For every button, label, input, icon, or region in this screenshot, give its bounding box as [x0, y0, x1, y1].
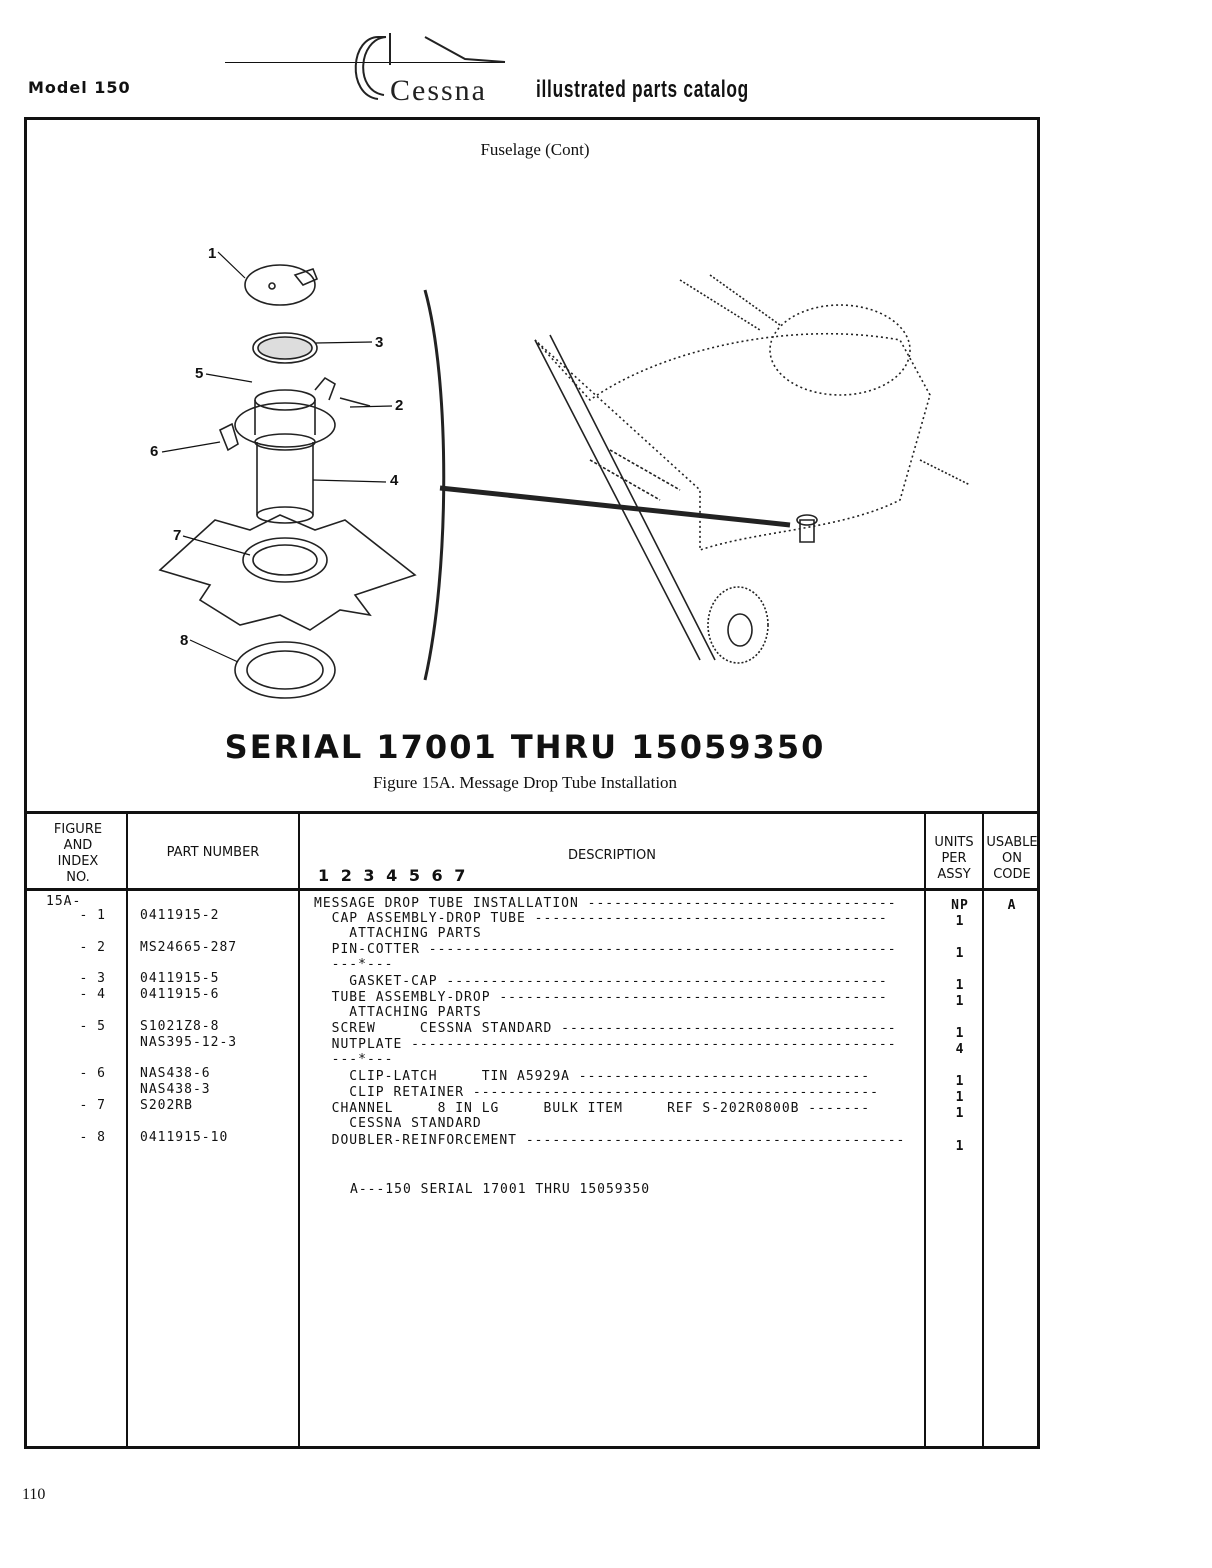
row-description: NUTPLATE ------------------------------------------------------- [314, 1037, 897, 1052]
callout-1: 1 [208, 245, 217, 262]
row-units: 4 [955, 1042, 965, 1057]
serial-banner: SERIAL 17001 THRU 15059350 [224, 728, 826, 766]
row-part-number: 0411915-6 [140, 987, 220, 1002]
header-indent-levels: 1 2 3 4 5 6 7 [318, 866, 469, 885]
page-number: 110 [22, 1486, 46, 1503]
brand-name: Cessna [390, 74, 487, 107]
row-part-number: MS24665-287 [140, 940, 238, 955]
row-index: 15A- [46, 894, 82, 909]
row-description: CLIP RETAINER ---------------------------------------------- [314, 1085, 879, 1100]
exploded-view-illustration [140, 230, 1000, 710]
callout-3: 3 [375, 334, 384, 351]
row-index: - 7 [79, 1098, 106, 1113]
callout-4: 4 [390, 472, 399, 489]
callout-8: 8 [180, 632, 189, 649]
row-separator: ---*--- [314, 1052, 394, 1067]
row-part-number: 0411915-5 [140, 971, 220, 986]
row-description: MESSAGE DROP TUBE INSTALLATION ----------------------------------- [314, 896, 897, 911]
row-part-number: 0411915-2 [140, 908, 220, 923]
header-description: DESCRIPTION [568, 848, 656, 863]
column-divider [126, 814, 128, 1449]
row-index: - 4 [79, 987, 106, 1002]
row-units: 1 [955, 994, 965, 1009]
row-units: 1 [955, 914, 965, 929]
row-index: - 6 [79, 1066, 106, 1081]
row-description: CESSNA STANDARD [314, 1116, 482, 1131]
row-units: 1 [955, 1090, 965, 1105]
header-units-per-assy: UNITS PER ASSY [934, 835, 974, 882]
row-part-number: NAS438-3 [140, 1082, 211, 1097]
row-index: - 2 [79, 940, 106, 955]
row-description: CAP ASSEMBLY-DROP TUBE ---------------------------------------- [314, 911, 888, 926]
row-description: ATTACHING PARTS [314, 926, 482, 941]
callout-5: 5 [195, 365, 204, 382]
row-description: CLIP-LATCH TIN A5929A --------------------------------- [314, 1069, 871, 1084]
callout-2: 2 [395, 397, 404, 414]
row-units: 1 [955, 1106, 965, 1121]
row-separator: ---*--- [314, 957, 394, 972]
row-part-number: S202RB [140, 1098, 193, 1113]
row-units: 1 [955, 1026, 965, 1041]
row-description: TUBE ASSEMBLY-DROP -------------------------------------------- [314, 990, 888, 1005]
row-description: PIN-COTTER ----------------------------------------------------- [314, 942, 897, 957]
row-usable-code: A [1007, 898, 1017, 913]
row-part-number: NAS438-6 [140, 1066, 211, 1081]
callout-7: 7 [173, 527, 182, 544]
row-description: SCREW CESSNA STANDARD -------------------------------------- [314, 1021, 897, 1036]
row-index: - 1 [79, 908, 106, 923]
row-units: 1 [955, 1139, 965, 1154]
row-units: NP [951, 898, 969, 913]
row-units: 1 [955, 1074, 965, 1089]
figure-heading: Fuselage (Cont) [480, 140, 590, 159]
row-index: - 8 [79, 1130, 106, 1145]
row-description: DOUBLER-REINFORCEMENT ------------------------------------------- [314, 1133, 906, 1148]
row-index: - 3 [79, 971, 106, 986]
row-description: CHANNEL 8 IN LG BULK ITEM REF S-202R0800B ------- [314, 1101, 871, 1116]
catalog-subtitle: illustrated parts catalog [536, 76, 749, 103]
row-part-number: 0411915-10 [140, 1130, 229, 1145]
header-part-number: PART NUMBER [166, 845, 260, 860]
row-units: 1 [955, 978, 965, 993]
row-units: 1 [955, 946, 965, 961]
model-label: Model 150 [28, 78, 131, 97]
row-description: ATTACHING PARTS [314, 1005, 482, 1020]
row-index: - 5 [79, 1019, 106, 1034]
column-divider [298, 814, 300, 1449]
header-figure-index: FIGURE AND INDEX NO. [53, 822, 103, 885]
usable-code-footnote: A---150 SERIAL 17001 THRU 15059350 [350, 1182, 651, 1197]
row-description: GASKET-CAP -------------------------------------------------- [314, 974, 888, 989]
row-part-number: NAS395-12-3 [140, 1035, 238, 1050]
figure-caption: Figure 15A. Message Drop Tube Installation [372, 773, 678, 792]
table-top-rule [24, 811, 1040, 814]
column-divider [924, 814, 926, 1449]
callout-6: 6 [150, 443, 159, 460]
table-header-rule [24, 888, 1040, 891]
header-usable-on-code: USABLE ON CODE [986, 835, 1038, 882]
column-divider [982, 814, 984, 1449]
row-part-number: S1021Z8-8 [140, 1019, 220, 1034]
